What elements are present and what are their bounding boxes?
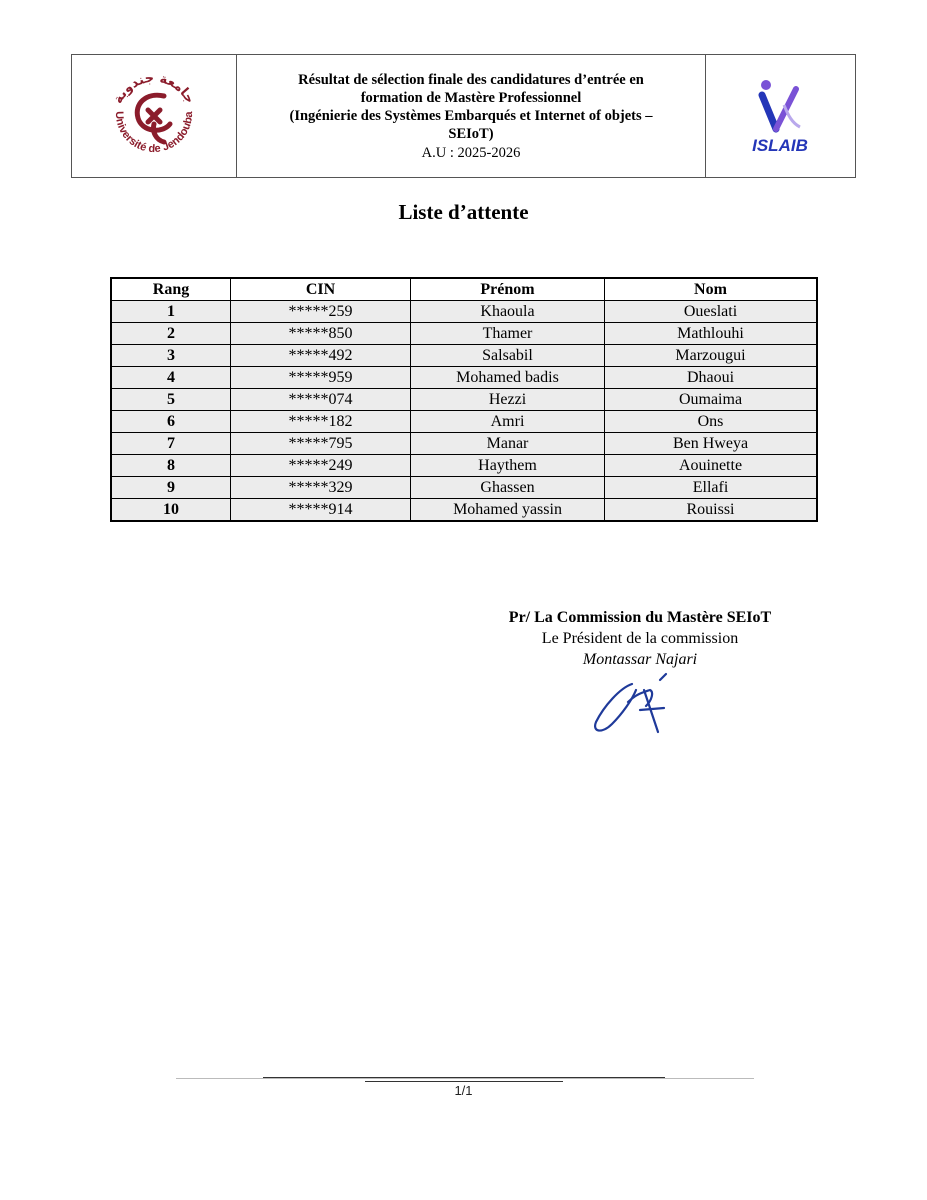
commission-title: Pr/ La Commission du Mastère SEIoT	[508, 609, 772, 626]
page-number: 1/1	[454, 1083, 473, 1098]
cell-prenom: Thamer	[411, 323, 605, 345]
header-title-cell	[237, 55, 706, 177]
cell-rang: 1	[111, 301, 231, 323]
cell-nom: Oumaima	[605, 389, 818, 411]
cell-prenom: Amri	[411, 411, 605, 433]
cell-prenom: Manar	[411, 433, 605, 455]
cell-rang: 8	[111, 455, 231, 477]
table-row	[111, 433, 817, 455]
university-emblem-icon	[137, 95, 170, 142]
cell-prenom: Haythem	[411, 455, 605, 477]
cell-nom: Aouinette	[605, 455, 818, 477]
institute-logo-cell	[706, 55, 855, 177]
cell-prenom: Ghassen	[411, 477, 605, 499]
university-latin-name: Université de Jendouba	[112, 111, 196, 156]
cell-rang: 5	[111, 389, 231, 411]
cell-rang: 6	[111, 411, 231, 433]
cell-rang: 9	[111, 477, 231, 499]
page-title: Liste d’attente	[398, 200, 529, 224]
cell-nom: Rouissi	[605, 499, 818, 522]
column-header-cin: CIN	[231, 278, 411, 301]
institute-logo-text: ISLAIB	[751, 136, 808, 155]
president-title: Le Président de la commission	[541, 630, 739, 647]
table-header-row	[111, 278, 817, 301]
cell-nom: Marzougui	[605, 345, 818, 367]
cell-rang: 2	[111, 323, 231, 345]
university-logo-cell	[72, 55, 237, 177]
institute-emblem-icon	[761, 80, 800, 129]
signature-block	[470, 607, 810, 740]
cell-nom: Dhaoui	[605, 367, 818, 389]
cell-cin: *****329	[231, 477, 411, 499]
handwritten-signature	[580, 670, 700, 740]
cell-cin: *****259	[231, 301, 411, 323]
column-header-rang: Rang	[111, 278, 231, 301]
waiting-list-table	[110, 277, 818, 522]
table-row	[111, 411, 817, 433]
table-row	[111, 323, 817, 345]
cell-rang: 4	[111, 367, 231, 389]
cell-nom: Mathlouhi	[605, 323, 818, 345]
cell-cin: *****850	[231, 323, 411, 345]
cell-rang: 3	[111, 345, 231, 367]
cell-nom: Ellafi	[605, 477, 818, 499]
university-logo	[104, 66, 204, 166]
table-row	[111, 477, 817, 499]
table-row	[111, 301, 817, 323]
cell-cin: *****492	[231, 345, 411, 367]
table-row	[111, 345, 817, 367]
cell-prenom: Mohamed yassin	[411, 499, 605, 522]
cell-cin: *****795	[231, 433, 411, 455]
cell-rang: 7	[111, 433, 231, 455]
cell-nom: Ben Hweya	[605, 433, 818, 455]
header-title-line4: SEIoT)	[448, 125, 494, 142]
table-row	[111, 455, 817, 477]
column-header-prenom: Prénom	[411, 278, 605, 301]
header-title-line3: (Ingénierie des Systèmes Embarqués et Internet of objets –	[289, 107, 653, 124]
table-row	[111, 499, 817, 522]
cell-cin: *****074	[231, 389, 411, 411]
document-header	[71, 54, 856, 178]
cell-prenom: Hezzi	[411, 389, 605, 411]
cell-cin: *****182	[231, 411, 411, 433]
header-title-line1: Résultat de sélection finale des candidatures d’entrée en	[298, 71, 644, 88]
university-arabic-name: جامعة جندوبة	[110, 70, 198, 107]
table-row	[111, 389, 817, 411]
academic-year: A.U : 2025-2026	[421, 144, 521, 161]
header-title-line2: formation de Mastère Professionnel	[360, 89, 582, 106]
cell-prenom: Salsabil	[411, 345, 605, 367]
column-header-nom: Nom	[605, 278, 818, 301]
table-row	[111, 367, 817, 389]
cell-prenom: Mohamed badis	[411, 367, 605, 389]
president-name: Montassar Najari	[582, 651, 698, 668]
cell-cin: *****249	[231, 455, 411, 477]
cell-prenom: Khaoula	[411, 301, 605, 323]
cell-nom: Ons	[605, 411, 818, 433]
cell-rang: 10	[111, 499, 231, 522]
svg-text:جامعة جندوبة	[111, 71, 197, 107]
institute-logo	[726, 71, 836, 161]
cell-cin: *****914	[231, 499, 411, 522]
cell-nom: Oueslati	[605, 301, 818, 323]
cell-cin: *****959	[231, 367, 411, 389]
